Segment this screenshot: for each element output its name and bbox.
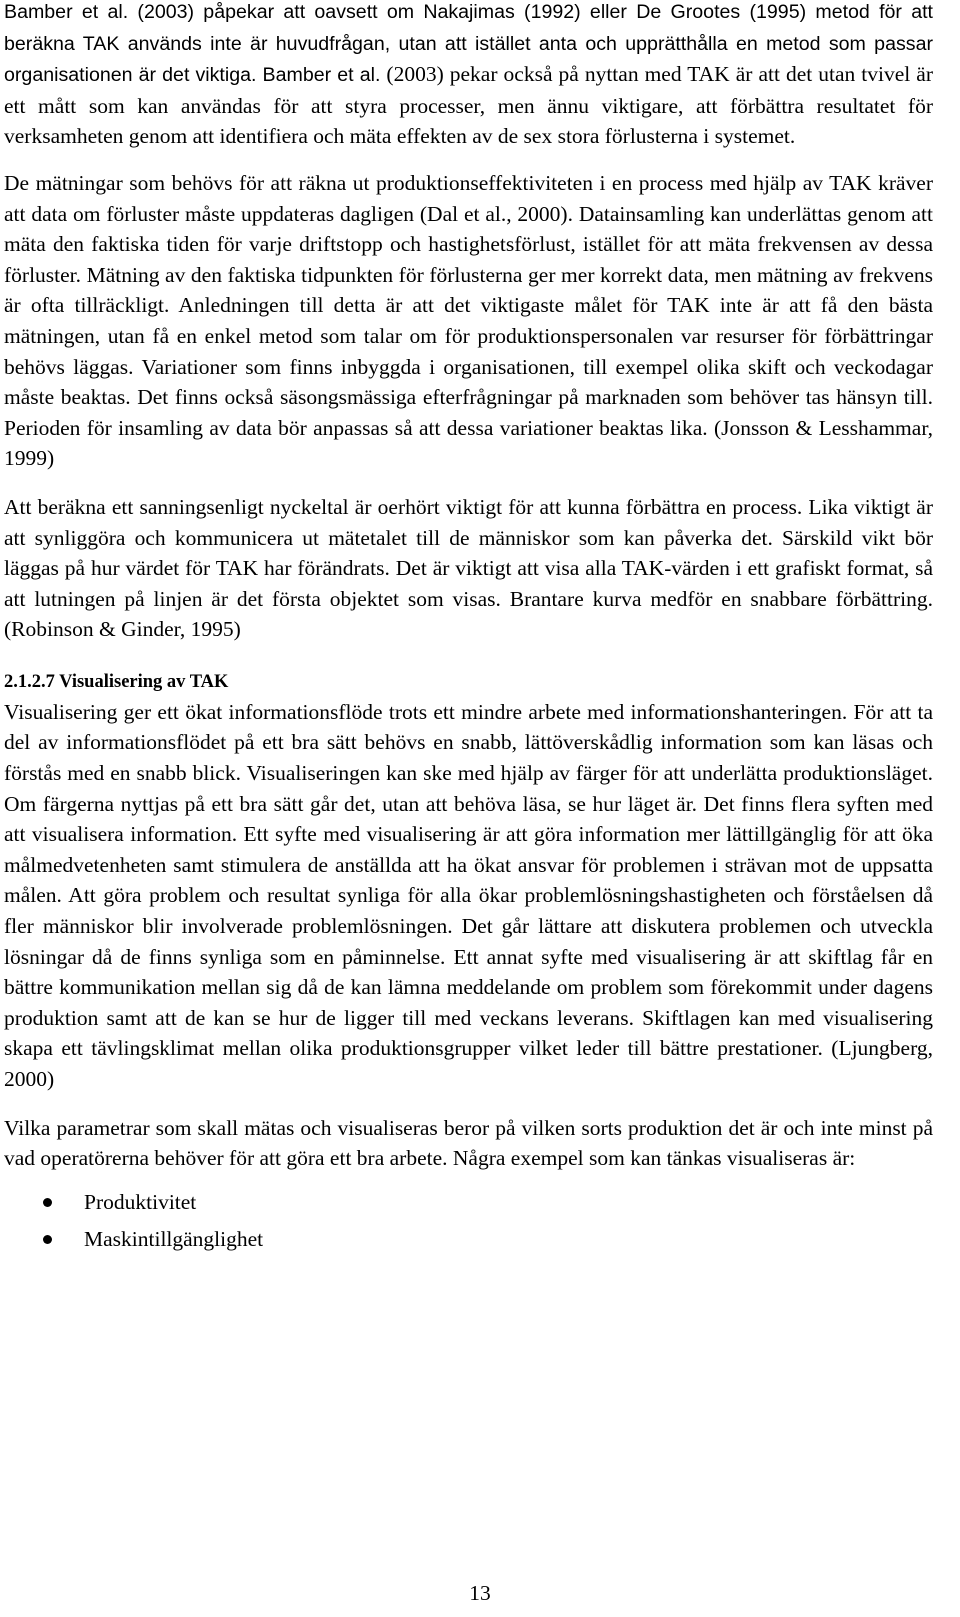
list-item-label: Maskintillgänglighet: [84, 1226, 264, 1251]
list-item: [4, 1184, 933, 1221]
paragraph-bamber-serif-part: (2003) pekar också på nyttan med TAK är att det utan tvivel är ett mått som kan användas för att styra processer, men ännu viktigare, att förbättra resultatet för verksamheten genom att identifiera och mäta effekten av de sex stora förlusterna i systemet.: [4, 62, 933, 149]
page-number: 13: [469, 1581, 491, 1605]
section-number: 2.1.2.7: [4, 671, 55, 692]
section-heading: [4, 669, 933, 695]
paragraph-bamber: [4, 0, 933, 152]
paragraph-measurements: De mätningar som behövs för att räkna ut produktionseffektiviteten i en process med hjälp av TAK kräver att data om förluster måste uppdateras dagligen (Dal et al., 2000). Datainsamling kan underlättas genom att mäta den faktiska tiden för varje driftstopp och hastighetsförlust, istället för att mäta frekvensen av dessa förluster. Mätning av den faktiska tidpunkten för förlusterna ger mer korrekt data, men mätning av frekvens är ofta tillräckligt. Anledningen till detta är att det viktigaste målet för TAK inte är att få den bästa mätningen, utan få en enkel metod som talar om för produktionspersonalen var resurser för förbättringar behövs läggas. Variationer som finns inbyggda i organisationen, till exempel olika skift och veckodagar måste beaktas. Det finns också säsongsmässiga efterfrågningar på marknaden som behöver tas hänsyn till. Perioden för insamling av data bör anpassas så att dessa variationer beaktas lika. (Jonsson & Lesshammar, 1999): [4, 170, 933, 471]
list-item: [4, 1221, 933, 1258]
paragraph-key-figure: Att beräkna ett sanningsenligt nyckeltal är oerhört viktigt för att kunna förbättra en process. Lika viktigt är att synliggöra och kommunicera ut mätetalet till de människor som kan påverka det. Särskild vikt bör läggas på hur värdet för TAK har förändrats. Det är viktigt att visa alla TAK-värden i ett grafiskt format, så att lutningen på linjen är det första objektet som visas. Brantare kurva medför en snabbare förbättring. (Robinson & Ginder, 1995): [4, 494, 933, 642]
bullet-icon: [43, 1198, 52, 1207]
paragraph-bamber-sans-part: Bamber et al. (2003) påpekar att oavsett om Nakajimas (1992) eller De Grootes (1995) metod för att beräkna TAK används inte är huvudfrågan, utan att istället anta och upprätthålla en metod som passar organisationen är det viktiga. Bamber et al.: [4, 1, 933, 87]
list-item-label: Produktivitet: [84, 1189, 197, 1214]
bullet-icon: [43, 1235, 52, 1244]
example-list: [4, 1184, 933, 1258]
paragraph-visualisation: Visualisering ger ett ökat informationsflöde trots ett mindre arbete med informationshanteringen. För att ta del av informationsflödet på ett bra sätt behövs en snabb, lättöverskådlig information som kan läsas och förstås med en snabb blick. Visualiseringen kan ske med hjälp av färger för att underlätta produktionsläget. Om färgerna nyttjas på ett bra sätt går det, utan att behöva läsa, se hur läget är. Det finns flera syften med att visualisera information. Ett syfte med visualisering är att göra information mer lättillgänglig för att öka målmedvetenheten samt stimulera de anställda att ha ökat ansvar för problemen i strävan mot de uppsatta målen. Att göra problem och resultat synliga för alla ökar problemlösningshastigheten och förståelsen då fler människor blir involverade problemlösningen. Det går lättare att diskutera problemen och utveckla lösningar då de finns synliga som en påminnelse. Ett annat syfte med visualisering är att skiftlag får en bättre kommunikation mellan sig då de kan lämna meddelande om problem som förekommit under dagens produktion samt att de kan se hur de ligger till med veckans leverans. Skiftlagen kan med visualisering skapa ett tävlingsklimat mellan olika produktionsgrupper vilket leder till bättre prestationer. (Ljungberg, 2000): [4, 699, 933, 1091]
paragraph-parameters: Vilka parametrar som skall mätas och visualiseras beror på vilken sorts produktion det är och inte minst på vad operatörerna behöver för att göra ett bra arbete. Några exempel som kan tänkas visualiseras är:: [4, 1115, 933, 1171]
section-title: Visualisering av TAK: [54, 671, 229, 692]
